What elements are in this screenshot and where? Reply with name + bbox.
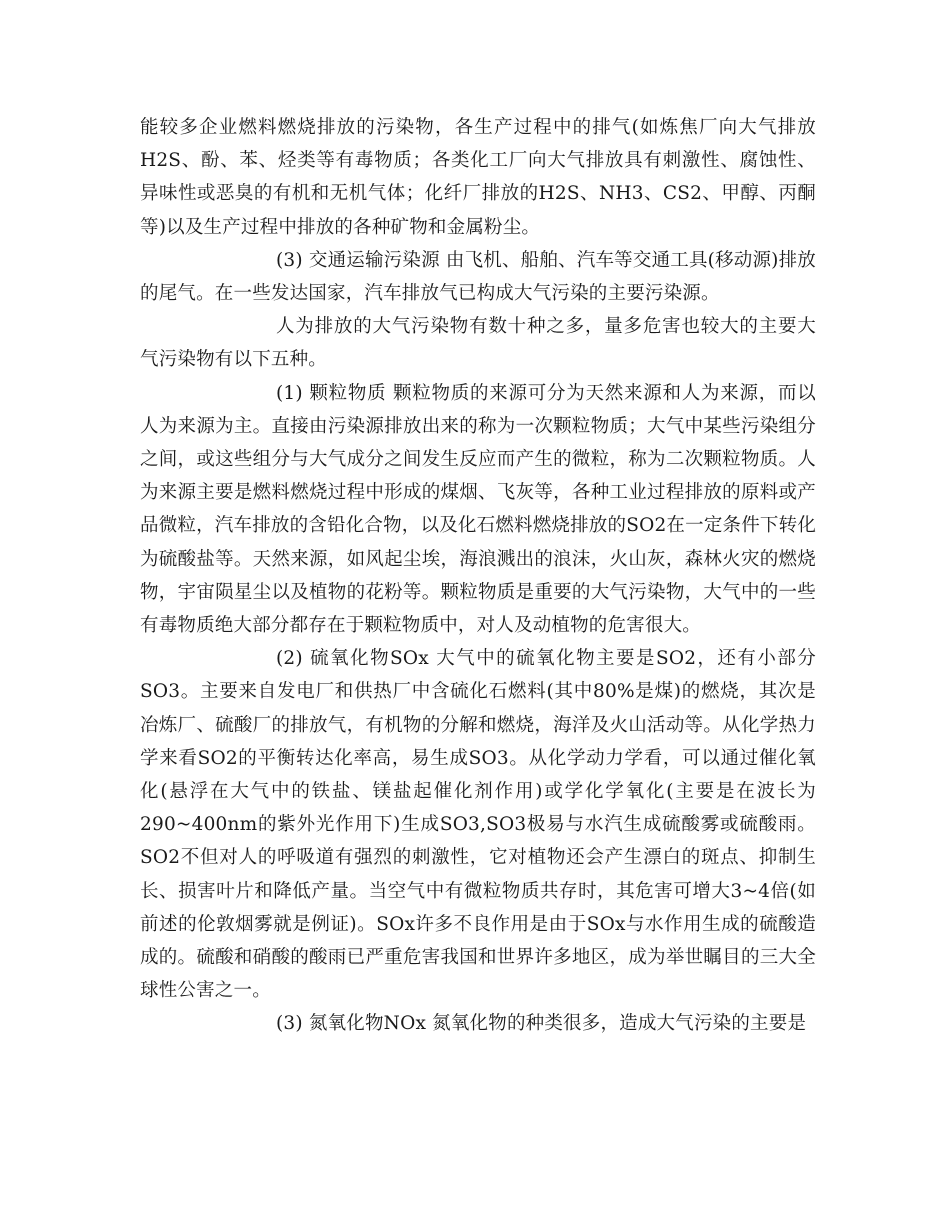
paragraph-transport-sources: (3) 交通运输污染源 由飞机、船舶、汽车等交通工具(移动源)排放的尾气。在一些发达国家，汽车排放气已构成大气污染的主要污染源。: [140, 249, 817, 305]
paragraph-particulate-matter: (1) 颗粒物质 颗粒物质的来源可分为天然来源和人为来源，而以人为来源为主。直接由污染源排放出来的称为一次颗粒物质；大气中某些污染组分之间，或这些组分与大气成分之间发生反应而产生的微粒，称为二次颗粒物质。人为来源主要是燃料燃烧过程中形成的煤烟、飞灰等，各种工业过程排放的原料或产品微粒，汽车排放的含铅化合物，以及化石燃料燃烧排放的SO2在一定条件下转化为硫酸盐等。天然来源，如风起尘埃，海浪溅出的浪沫，火山灰，森林火灾的燃烧物，宇宙陨星尘以及植物的花粉等。颗粒物质是重要的大气污染物，大气中的一些有毒物质绝大部分都存在于颗粒物质中，对人及动植物的危害很大。: [140, 382, 817, 637]
paragraph-main-pollutants-intro: 人为排放的大气污染物有数十种之多，量多危害也较大的主要大气污染物有以下五种。: [140, 316, 816, 371]
paragraph-nitrogen-oxides: (3) 氮氧化物NOx 氮氧化物的种类很多，造成大气污染的主要是: [276, 1013, 807, 1035]
document-body: [140, 111, 816, 1041]
paragraph-industrial-sources: 能较多企业燃料燃烧排放的污染物，各生产过程中的排气(如炼焦厂向大气排放H2S、酚、苯、烃类等有毒物质；各类化工厂向大气排放具有刺激性、腐蚀性、异味性或恶臭的有机和无机气体；化纤厂排放的H2S、NH3、CS2、甲醇、丙酮等)以及生产过程中排放的各种矿物和金属粉尘。: [140, 117, 816, 238]
paragraph-sulfur-oxides: (2) 硫氧化物SOx 大气中的硫氧化物主要是SO2，还有小部分SO3。主要来自发电厂和供热厂中含硫化石燃料(其中80%是煤)的燃烧，其次是冶炼厂、硫酸厂的排放气，有机物的分解和燃烧，海洋及火山活动等。从化学热力学来看SO2的平衡转达化率高，易生成SO3。从化学动力学看，可以通过催化氧化(悬浮在大气中的铁盐、镁盐起催化剂作用)或学化学氧化(主要是在波长为290~400nm的紫外光作用下)生成SO3,SO3极易与水汽生成硫酸雾或硫酸雨。SO2不但对人的呼吸道有强烈的刺激性，它对植物还会产生漂白的斑点、抑制生长、损害叶片和降低产量。当空气中有微粒物质共存时，其危害可增大3~4倍(如前述的伦敦烟雾就是例证)。SOx许多不良作用是由于SOx与水作用生成的硫酸造成的。硫酸和硝酸的酸雨已严重危害我国和世界许多地区，成为举世瞩目的三大全球性公害之一。: [140, 648, 816, 1002]
